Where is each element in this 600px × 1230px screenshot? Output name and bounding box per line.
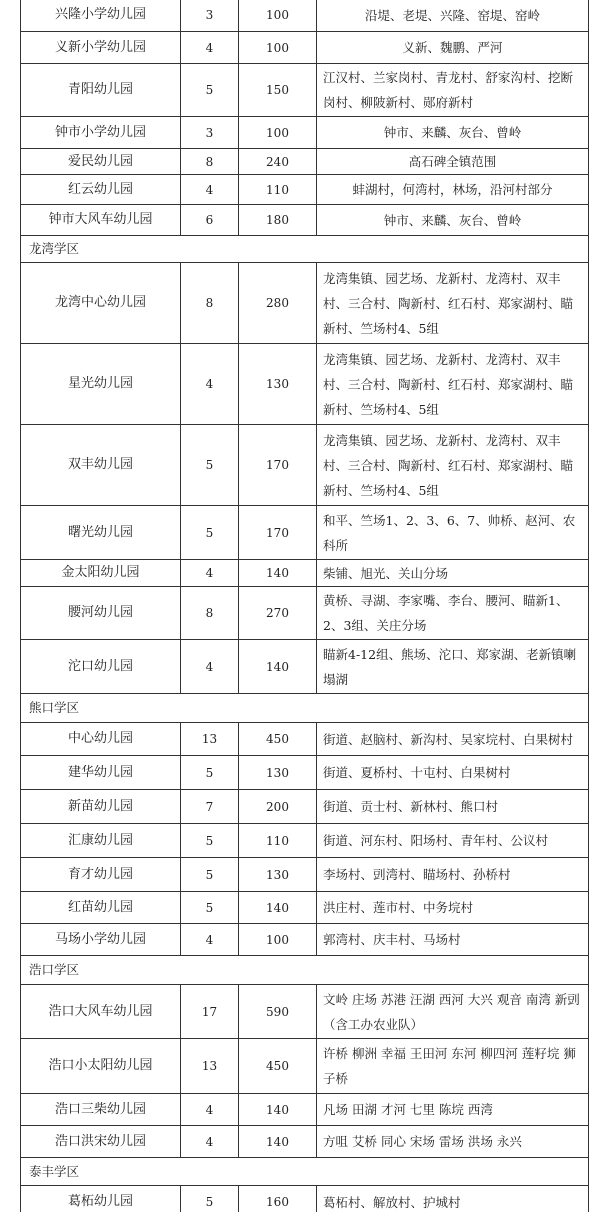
seat-count: 110 bbox=[239, 175, 317, 205]
service-area: 高石碑全镇范围 bbox=[317, 149, 589, 175]
kindergarten-row bbox=[21, 32, 589, 64]
kindergarten-row bbox=[21, 790, 589, 824]
class-count: 4 bbox=[181, 175, 239, 205]
class-count: 3 bbox=[181, 0, 239, 32]
service-area: 龙湾集镇、园艺场、龙新村、龙湾村、双丰村、三合村、陶新村、红石村、郑家湖村、瞄新村、竺场村4、5组 bbox=[317, 344, 589, 425]
kindergarten-row bbox=[21, 117, 589, 149]
class-count: 13 bbox=[181, 723, 239, 756]
kindergarten-row bbox=[21, 1094, 589, 1126]
service-area: 街道、贡士村、新林村、熊口村 bbox=[317, 790, 589, 824]
district-name: 龙湾学区 bbox=[21, 236, 589, 263]
service-area: 龙湾集镇、园艺场、龙新村、龙湾村、双丰村、三合村、陶新村、红石村、郑家湖村、瞄新村、竺场村4、5组 bbox=[317, 425, 589, 506]
class-count: 5 bbox=[181, 756, 239, 790]
kindergarten-enrollment-table bbox=[20, 0, 589, 1219]
district-name: 熊口学区 bbox=[21, 694, 589, 723]
seat-count: 590 bbox=[239, 985, 317, 1039]
kindergarten-name: 青阳幼儿园 bbox=[21, 64, 181, 117]
kindergarten-name: 钟市大风车幼儿园 bbox=[21, 205, 181, 236]
seat-count: 170 bbox=[239, 425, 317, 506]
kindergarten-name: 新苗幼儿园 bbox=[21, 790, 181, 824]
class-count: 5 bbox=[181, 892, 239, 924]
service-area: 龙湾集镇、园艺场、龙新村、龙湾村、双丰村、三合村、陶新村、红石村、郑家湖村、瞄新村、竺场村4、5组 bbox=[317, 263, 589, 344]
service-area: 柴铺、旭光、关山分场 bbox=[317, 560, 589, 587]
class-count: 8 bbox=[181, 587, 239, 640]
service-area: 葛柘村、解放村、护城村 bbox=[317, 1186, 589, 1219]
seat-count: 240 bbox=[239, 149, 317, 175]
district-header-row bbox=[21, 956, 589, 985]
seat-count: 160 bbox=[239, 1186, 317, 1219]
seat-count: 200 bbox=[239, 790, 317, 824]
class-count: 4 bbox=[181, 344, 239, 425]
kindergarten-name: 育才幼儿园 bbox=[21, 858, 181, 892]
service-area: 凡场 田湖 才河 七里 陈垸 西湾 bbox=[317, 1094, 589, 1126]
service-area: 蚌湖村，何湾村，林场，沿河村部分 bbox=[317, 175, 589, 205]
kindergarten-row bbox=[21, 824, 589, 858]
kindergarten-row bbox=[21, 640, 589, 694]
kindergarten-name: 马场小学幼儿园 bbox=[21, 924, 181, 956]
kindergarten-name: 葛柘幼儿园 bbox=[21, 1186, 181, 1219]
service-area: 郭湾村、庆丰村、马场村 bbox=[317, 924, 589, 956]
seat-count: 130 bbox=[239, 344, 317, 425]
kindergarten-name: 双丰幼儿园 bbox=[21, 425, 181, 506]
kindergarten-row bbox=[21, 149, 589, 175]
service-area: 钟市、来麟、灰台、曾岭 bbox=[317, 117, 589, 149]
service-area: 街道、夏桥村、十屯村、白果树村 bbox=[317, 756, 589, 790]
seat-count: 130 bbox=[239, 756, 317, 790]
service-area: 方咀 艾桥 同心 宋场 雷场 洪场 永兴 bbox=[317, 1126, 589, 1158]
class-count: 5 bbox=[181, 425, 239, 506]
class-count: 4 bbox=[181, 640, 239, 694]
kindergarten-row bbox=[21, 205, 589, 236]
service-area: 江汉村、兰家岗村、青龙村、舒家沟村、挖断岗村、柳陂新村、郧府新村 bbox=[317, 64, 589, 117]
kindergarten-name: 沱口幼儿园 bbox=[21, 640, 181, 694]
kindergarten-name: 钟市小学幼儿园 bbox=[21, 117, 181, 149]
class-count: 13 bbox=[181, 1039, 239, 1094]
kindergarten-row bbox=[21, 64, 589, 117]
kindergarten-row bbox=[21, 175, 589, 205]
kindergarten-name: 浩口三柴幼儿园 bbox=[21, 1094, 181, 1126]
service-area: 街道、赵脑村、新沟村、吴家垸村、白果树村 bbox=[317, 723, 589, 756]
seat-count: 100 bbox=[239, 32, 317, 64]
kindergarten-name: 星光幼儿园 bbox=[21, 344, 181, 425]
service-area: 沿堤、老堤、兴隆、窑堤、窑岭 bbox=[317, 0, 589, 32]
class-count: 7 bbox=[181, 790, 239, 824]
seat-count: 150 bbox=[239, 64, 317, 117]
seat-count: 270 bbox=[239, 587, 317, 640]
kindergarten-name: 红苗幼儿园 bbox=[21, 892, 181, 924]
kindergarten-row bbox=[21, 858, 589, 892]
seat-count: 140 bbox=[239, 560, 317, 587]
enrollment-table-wrapper bbox=[20, 0, 588, 1219]
service-area: 街道、河东村、阳场村、青年村、公议村 bbox=[317, 824, 589, 858]
kindergarten-name: 浩口大风车幼儿园 bbox=[21, 985, 181, 1039]
class-count: 5 bbox=[181, 824, 239, 858]
service-area: 洪庄村、莲市村、中务垸村 bbox=[317, 892, 589, 924]
kindergarten-row bbox=[21, 344, 589, 425]
kindergarten-row bbox=[21, 263, 589, 344]
seat-count: 140 bbox=[239, 892, 317, 924]
seat-count: 280 bbox=[239, 263, 317, 344]
kindergarten-row bbox=[21, 587, 589, 640]
kindergarten-row bbox=[21, 756, 589, 790]
service-area: 和平、竺场1、2、3、6、7、帅桥、赵河、农科所 bbox=[317, 506, 589, 560]
kindergarten-name: 义新小学幼儿园 bbox=[21, 32, 181, 64]
service-area: 李场村、剅湾村、瞄场村、孙桥村 bbox=[317, 858, 589, 892]
class-count: 5 bbox=[181, 506, 239, 560]
class-count: 4 bbox=[181, 560, 239, 587]
class-count: 8 bbox=[181, 149, 239, 175]
class-count: 5 bbox=[181, 64, 239, 117]
seat-count: 450 bbox=[239, 723, 317, 756]
seat-count: 140 bbox=[239, 1126, 317, 1158]
class-count: 5 bbox=[181, 1186, 239, 1219]
kindergarten-name: 建华幼儿园 bbox=[21, 756, 181, 790]
kindergarten-name: 浩口洪宋幼儿园 bbox=[21, 1126, 181, 1158]
kindergarten-row bbox=[21, 560, 589, 587]
kindergarten-row bbox=[21, 425, 589, 506]
class-count: 3 bbox=[181, 117, 239, 149]
kindergarten-row bbox=[21, 506, 589, 560]
kindergarten-row bbox=[21, 892, 589, 924]
kindergarten-name: 红云幼儿园 bbox=[21, 175, 181, 205]
kindergarten-name: 爱民幼儿园 bbox=[21, 149, 181, 175]
seat-count: 100 bbox=[239, 117, 317, 149]
district-name: 浩口学区 bbox=[21, 956, 589, 985]
service-area: 瞄新4-12组、熊场、沱口、郑家湖、老新镇喇塌湖 bbox=[317, 640, 589, 694]
kindergarten-row bbox=[21, 1039, 589, 1094]
service-area: 义新、魏鹏、严河 bbox=[317, 32, 589, 64]
kindergarten-name: 龙湾中心幼儿园 bbox=[21, 263, 181, 344]
class-count: 4 bbox=[181, 32, 239, 64]
district-header-row bbox=[21, 694, 589, 723]
seat-count: 130 bbox=[239, 858, 317, 892]
kindergarten-row bbox=[21, 723, 589, 756]
kindergarten-name: 浩口小太阳幼儿园 bbox=[21, 1039, 181, 1094]
kindergarten-name: 曙光幼儿园 bbox=[21, 506, 181, 560]
seat-count: 180 bbox=[239, 205, 317, 236]
kindergarten-name: 兴隆小学幼儿园 bbox=[21, 0, 181, 32]
service-area: 钟市、来麟、灰台、曾岭 bbox=[317, 205, 589, 236]
table-body bbox=[21, 0, 589, 1219]
kindergarten-row bbox=[21, 924, 589, 956]
seat-count: 100 bbox=[239, 924, 317, 956]
kindergarten-row bbox=[21, 1126, 589, 1158]
class-count: 5 bbox=[181, 858, 239, 892]
service-area: 许桥 柳洲 幸福 王田河 东河 柳四河 莲籽垸 狮子桥 bbox=[317, 1039, 589, 1094]
seat-count: 100 bbox=[239, 0, 317, 32]
class-count: 8 bbox=[181, 263, 239, 344]
seat-count: 140 bbox=[239, 640, 317, 694]
kindergarten-name: 腰河幼儿园 bbox=[21, 587, 181, 640]
service-area: 文岭 庄场 苏港 汪湖 西河 大兴 观音 南湾 新剅（含工办农业队） bbox=[317, 985, 589, 1039]
kindergarten-name: 中心幼儿园 bbox=[21, 723, 181, 756]
class-count: 4 bbox=[181, 924, 239, 956]
class-count: 17 bbox=[181, 985, 239, 1039]
kindergarten-row bbox=[21, 0, 589, 32]
class-count: 4 bbox=[181, 1094, 239, 1126]
service-area: 黄桥、寻湖、李家嘴、李台、腰河、瞄新1、2、3组、关庄分场 bbox=[317, 587, 589, 640]
seat-count: 450 bbox=[239, 1039, 317, 1094]
seat-count: 140 bbox=[239, 1094, 317, 1126]
district-header-row bbox=[21, 1158, 589, 1186]
district-name: 泰丰学区 bbox=[21, 1158, 589, 1186]
cropped-edge bbox=[0, 1212, 600, 1230]
kindergarten-name: 金太阳幼儿园 bbox=[21, 560, 181, 587]
kindergarten-row bbox=[21, 985, 589, 1039]
class-count: 6 bbox=[181, 205, 239, 236]
class-count: 4 bbox=[181, 1126, 239, 1158]
district-header-row bbox=[21, 236, 589, 263]
kindergarten-name: 汇康幼儿园 bbox=[21, 824, 181, 858]
seat-count: 170 bbox=[239, 506, 317, 560]
seat-count: 110 bbox=[239, 824, 317, 858]
